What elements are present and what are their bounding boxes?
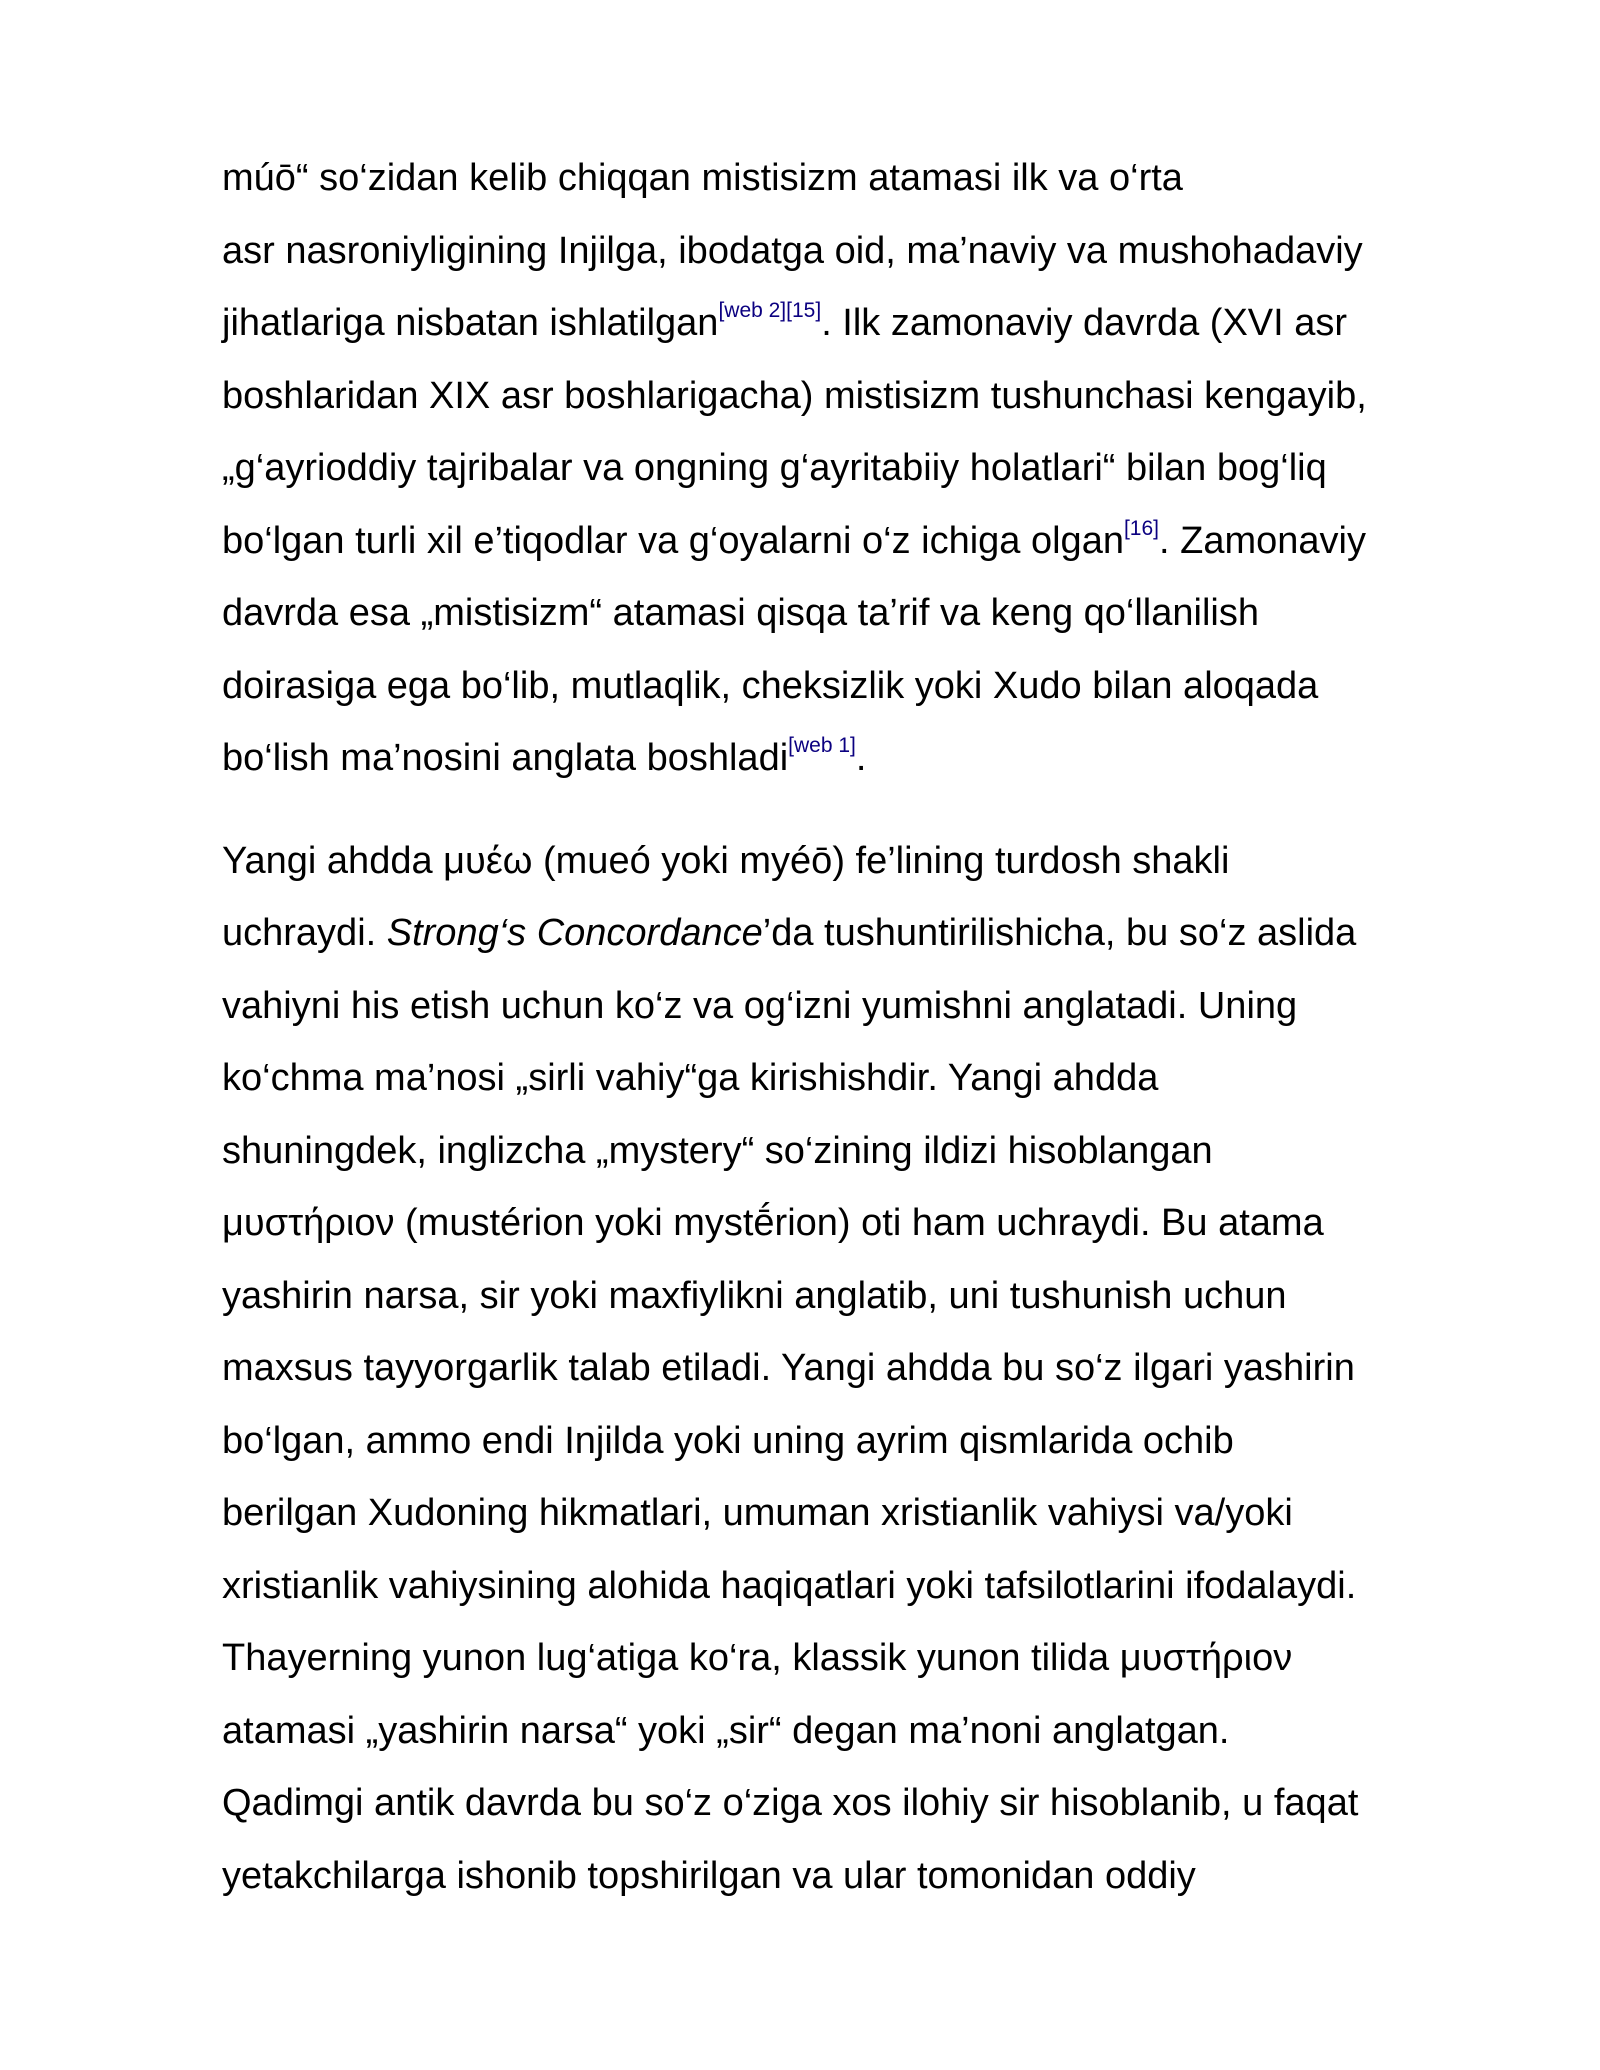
text-line: shuningdek, inglizcha „mystery“ so‘zining ildizi hisoblangan bbox=[222, 1129, 1213, 1172]
citation-link-web-1[interactable]: [web 1] bbox=[788, 734, 856, 758]
text-line: berilgan Xudoning hikmatlari, umuman xristianlik vahiysi va/yoki bbox=[222, 1492, 1293, 1534]
text-fragment: . Zamonaviy bbox=[1159, 519, 1366, 562]
text-fragment: ’da tushuntirilishicha, bu so‘z aslida bbox=[762, 912, 1357, 954]
citation-link-15[interactable]: [15] bbox=[786, 299, 822, 323]
citation-link-web-2[interactable]: [web 2] bbox=[718, 299, 787, 323]
paragraph-etymology bbox=[222, 142, 1512, 795]
text-fragment: bo‘lish ma’nosini anglata boshladi bbox=[222, 737, 789, 779]
text-line bbox=[222, 287, 1512, 360]
text-line: bo‘lgan, ammo endi Injilda yoki uning ayrim qismlarida ochib bbox=[222, 1419, 1234, 1462]
text-fragment: . bbox=[855, 737, 867, 779]
text-fragment: bo‘lgan turli xil e’tiqodlar va g‘oyalarni o‘z ichiga olgan bbox=[222, 519, 1124, 562]
text-fragment: jihatlariga nisbatan ishlatilgan bbox=[222, 302, 719, 344]
text-line bbox=[222, 897, 1512, 970]
text-line: atamasi „yashirin narsa“ yoki „sir“ degan ma’noni anglatgan. bbox=[222, 1709, 1230, 1752]
text-line: asr nasroniyligining Injilga, ibodatga oid, ma’naviy va mushohadaviy bbox=[222, 229, 1363, 272]
text-line: múō“ so‘zidan kelib chiqqan mistisizm atamasi ilk va o‘rta bbox=[222, 157, 1183, 199]
text-line: Thayerning yunon lug‘atiga ko‘ra, klassik yunon tilida μυστήριον bbox=[222, 1637, 1293, 1679]
text-line: μυστήριον (mustérion yoki mystḗrion) oti ham uchraydi. Bu atama bbox=[222, 1202, 1324, 1244]
text-line: Qadimgi antik davrda bu so‘z o‘ziga xos ilohiy sir hisoblanib, u faqat bbox=[222, 1782, 1359, 1824]
citation-link-16[interactable]: [16] bbox=[1123, 516, 1159, 540]
text-line: Yangi ahdda μυέω (mueó yoki myéō) fe’lining turdosh shakli bbox=[222, 839, 1230, 882]
book-title-italic: Strong‘s Concordance bbox=[386, 912, 763, 954]
text-line: ko‘chma ma’nosi „sirli vahiy“ga kirishishdir. Yangi ahdda bbox=[222, 1057, 1159, 1099]
text-line: davrda esa „mistisizm“ atamasi qisqa ta’rif va keng qo‘llanilish bbox=[222, 592, 1259, 634]
text-fragment: . Ilk zamonaviy davrda (XVI asr bbox=[821, 302, 1348, 344]
text-fragment: uchraydi. bbox=[222, 912, 387, 954]
text-line bbox=[222, 505, 1512, 578]
paragraph-new-testament bbox=[222, 825, 1512, 1913]
text-line: vahiyni his etish uchun ko‘z va og‘izni yumishni anglatadi. Uning bbox=[222, 984, 1298, 1027]
text-line: yetakchilarga ishonib topshirilgan va ular tomonidan oddiy bbox=[222, 1854, 1196, 1897]
text-line: xristianlik vahiysining alohida haqiqatlari yoki tafsilotlarini ifodalaydi. bbox=[222, 1564, 1357, 1607]
text-line: yashirin narsa, sir yoki maxfiylikni anglatib, uni tushunish uchun bbox=[222, 1274, 1287, 1317]
text-line: maxsus tayyorgarlik talab etiladi. Yangi ahdda bu so‘z ilgari yashirin bbox=[222, 1347, 1355, 1389]
text-line: boshlaridan XIX asr boshlarigacha) mistisizm tushunchasi kengayib, bbox=[222, 374, 1367, 417]
text-line bbox=[222, 722, 1512, 795]
text-line: „g‘ayrioddiy tajribalar va ongning g‘ayritabiiy holatlari“ bilan bog‘liq bbox=[222, 447, 1327, 489]
article-body bbox=[222, 142, 1512, 1912]
text-line: doirasiga ega bo‘lib, mutlaqlik, cheksizlik yoki Xudo bilan aloqada bbox=[222, 664, 1319, 707]
